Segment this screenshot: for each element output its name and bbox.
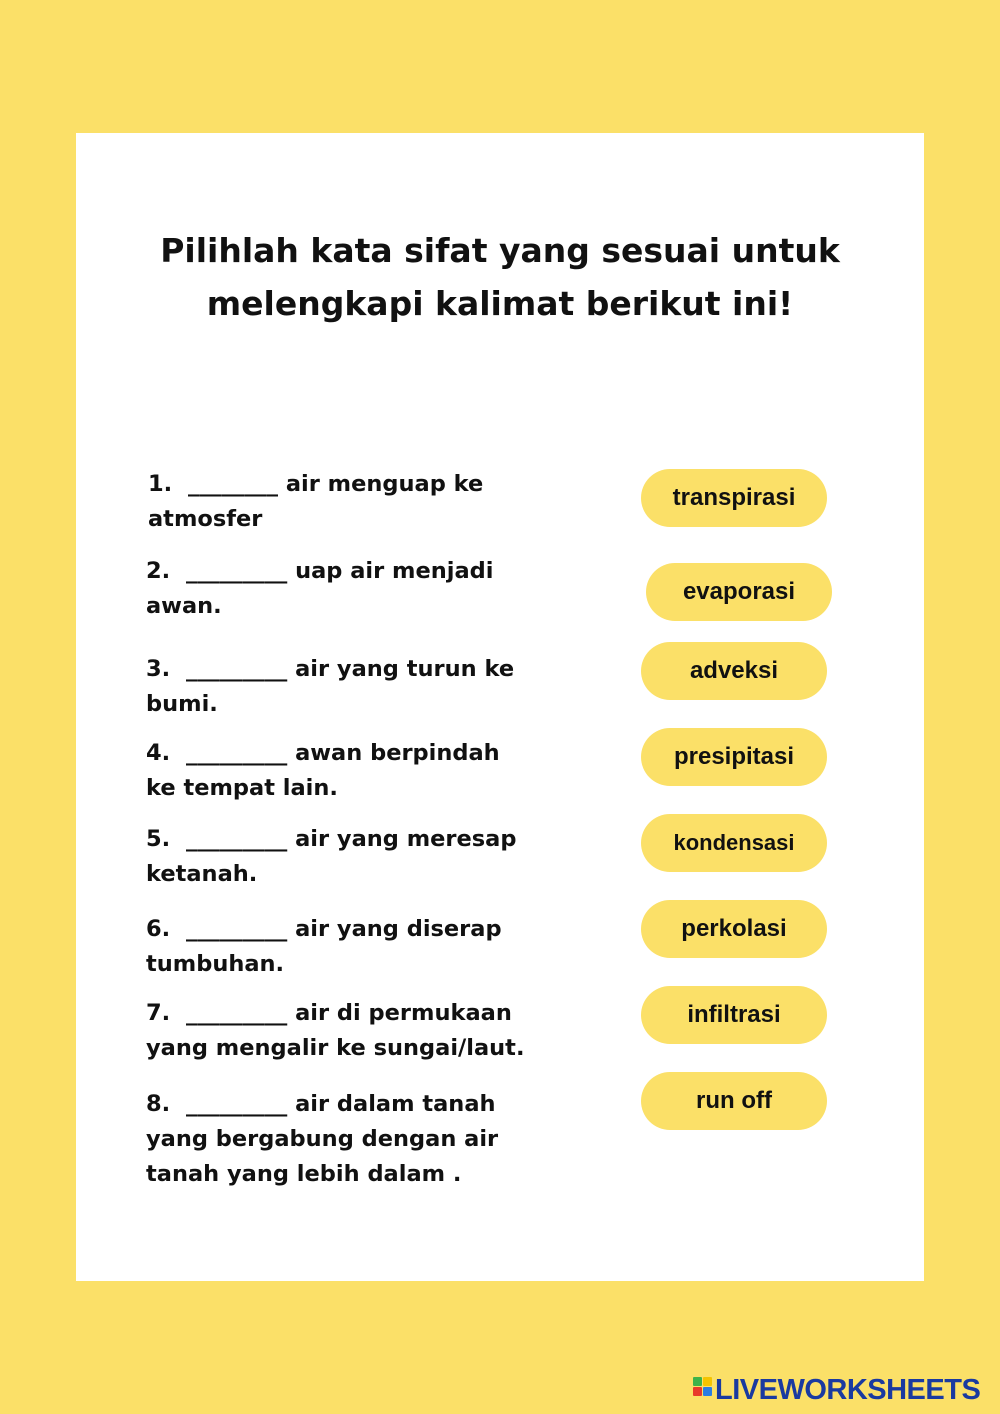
question-number: 1. [148, 471, 173, 497]
question-number: 8. [146, 1091, 171, 1117]
question-number: 3. [146, 656, 171, 682]
question-text-line-3: tanah yang lebih dalam . [146, 1161, 462, 1187]
answer-blank[interactable]: _________ [186, 1000, 288, 1026]
question-text: air menguap ke [278, 471, 484, 497]
question-text-line-2: yang mengalir ke sungai/laut. [146, 1035, 525, 1061]
title-line-1: Pilihlah kata sifat yang sesuai untuk [160, 231, 840, 270]
question-number: 5. [146, 826, 171, 852]
question-text: uap air menjadi [287, 558, 494, 584]
option-kondensasi[interactable]: kondensasi [641, 814, 827, 872]
question-text: air yang turun ke [287, 656, 515, 682]
question-text-line-2: atmosfer [148, 506, 263, 532]
question-5 [146, 822, 546, 892]
option-presipitasi[interactable]: presipitasi [641, 728, 827, 786]
question-8 [146, 1087, 546, 1192]
question-text: air dalam tanah [287, 1091, 496, 1117]
question-text-line-2: ketanah. [146, 861, 258, 887]
question-number: 4. [146, 740, 171, 766]
question-6 [146, 912, 546, 982]
worksheet-title [0, 224, 1000, 330]
question-text: awan berpindah [287, 740, 500, 766]
question-text-line-2: yang bergabung dengan air [146, 1126, 499, 1152]
liveworksheets-logo-text: LIVEWORKSHEETS [715, 1374, 981, 1406]
option-transpirasi[interactable]: transpirasi [641, 469, 827, 527]
option-infiltrasi[interactable]: infiltrasi [641, 986, 827, 1044]
answer-blank[interactable]: _________ [186, 916, 288, 942]
question-text-line-2: bumi. [146, 691, 218, 717]
question-7 [146, 996, 546, 1066]
liveworksheets-logo-icon [693, 1377, 711, 1403]
question-number: 6. [146, 916, 171, 942]
question-text-line-2: awan. [146, 593, 222, 619]
question-text: air yang meresap [287, 826, 517, 852]
answer-blank[interactable]: _________ [186, 656, 288, 682]
answer-blank[interactable]: _________ [186, 826, 288, 852]
answer-blank[interactable]: ________ [188, 471, 278, 497]
question-number: 2. [146, 558, 171, 584]
question-1 [148, 467, 548, 537]
question-text: air di permukaan [287, 1000, 512, 1026]
question-text-line-2: tumbuhan. [146, 951, 285, 977]
question-text-line-2: ke tempat lain. [146, 775, 338, 801]
option-run-off[interactable]: run off [641, 1072, 827, 1130]
title-line-2: melengkapi kalimat berikut ini! [206, 284, 794, 323]
answer-blank[interactable]: _________ [186, 558, 288, 584]
answer-blank[interactable]: _________ [186, 1091, 288, 1117]
option-perkolasi[interactable]: perkolasi [641, 900, 827, 958]
question-number: 7. [146, 1000, 171, 1026]
option-adveksi[interactable]: adveksi [641, 642, 827, 700]
answer-blank[interactable]: _________ [186, 740, 288, 766]
liveworksheets-logo [693, 1372, 980, 1408]
question-4 [146, 736, 546, 806]
question-text: air yang diserap [287, 916, 502, 942]
question-3 [146, 652, 546, 722]
question-2 [146, 554, 546, 624]
option-evaporasi[interactable]: evaporasi [646, 563, 832, 621]
